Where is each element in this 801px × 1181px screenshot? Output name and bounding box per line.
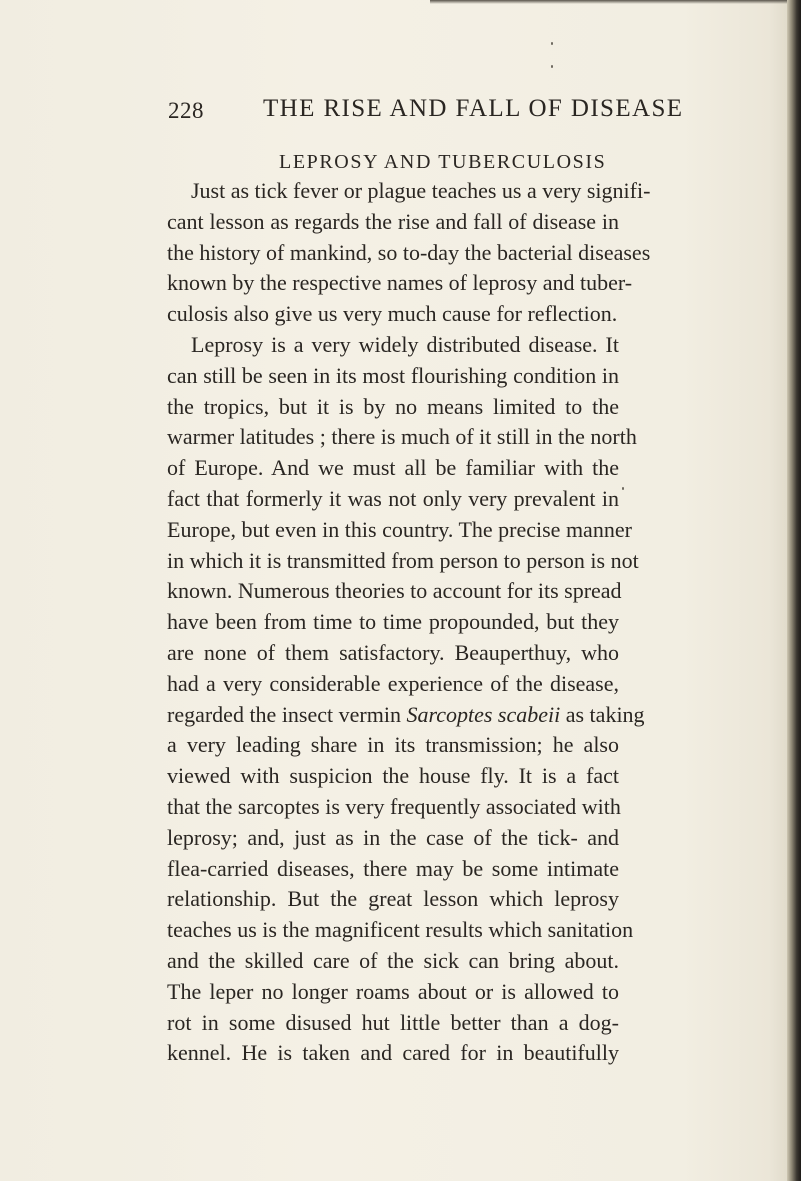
text-line: kennel. He is taken and cared for in beautifully xyxy=(167,1040,619,1066)
text-segment: regarded the insect vermin xyxy=(167,701,401,727)
text-line: fact that formerly it was not only very prevalent in xyxy=(167,485,619,511)
text-line: Just as tick fever or plague teaches us a very signifi- xyxy=(191,178,651,203)
text-line: known. Numerous theories to account for its spread xyxy=(167,578,622,604)
text-line: The leper no longer roams about or is allowed to xyxy=(167,978,619,1004)
running-head: THE RISE AND FALL OF DISEASE xyxy=(263,95,684,122)
text-line: in which it is transmitted from person to person is not xyxy=(167,547,639,573)
text-line: teaches us is the magnificent results which sanitation xyxy=(167,917,634,943)
body-text xyxy=(167,176,651,1069)
text-line: of Europe. And we must all be familiar with the xyxy=(167,455,619,481)
text-line: Europe, but even in this country. The precise manner xyxy=(167,516,632,542)
text-line: have been from time to time propounded, but they xyxy=(167,609,619,635)
text-line: the tropics, but it is by no means limited to the xyxy=(167,393,619,419)
text-line-with-italic xyxy=(167,700,645,731)
text-line: warmer latitudes ; there is much of it still in the north xyxy=(167,424,637,450)
page-top-shadow xyxy=(430,0,801,4)
text-line: viewed with suspicion the house fly. It is a fact xyxy=(167,763,619,789)
ink-speck xyxy=(622,487,624,490)
text-line: Leprosy is a very widely distributed disease. It xyxy=(191,331,619,357)
text-line: relationship. But the great lesson which leprosy xyxy=(167,886,619,912)
text-line: leprosy; and, just as in the case of the tick- and xyxy=(167,824,619,850)
text-line: the history of mankind, so to-day the bacterial diseases xyxy=(167,239,651,265)
text-line: a very leading share in its transmission; he also xyxy=(167,732,619,758)
text-line: and the skilled care of the sick can bring about. xyxy=(167,947,619,973)
text-line: had a very considerable experience of the disease, xyxy=(167,670,619,696)
text-line: cant lesson as regards the rise and fall of disease in xyxy=(167,208,619,234)
ink-speck xyxy=(551,65,553,68)
text-line: that the sarcoptes is very frequently associated with xyxy=(167,793,621,819)
text-segment: as taking xyxy=(565,701,645,727)
text-line: are none of them satisfactory. Beauperthuy, who xyxy=(167,639,619,665)
ink-speck xyxy=(551,42,553,45)
species-name: Sarcoptes scabeii xyxy=(406,701,561,727)
text-line: can still be seen in its most flourishing condition in xyxy=(167,362,619,388)
text-line: known by the respective names of leprosy and tuber- xyxy=(167,270,633,296)
text-line: flea-carried diseases, there may be some intimate xyxy=(167,855,619,881)
page-binding-edge xyxy=(787,0,801,1181)
text-line: rot in some disused hut little better than a dog- xyxy=(167,1009,619,1035)
text-line: culosis also give us very much cause for reflection. xyxy=(167,301,618,327)
section-title: LEPROSY AND TUBERCULOSIS xyxy=(279,151,607,173)
page-number: 228 xyxy=(168,98,204,123)
